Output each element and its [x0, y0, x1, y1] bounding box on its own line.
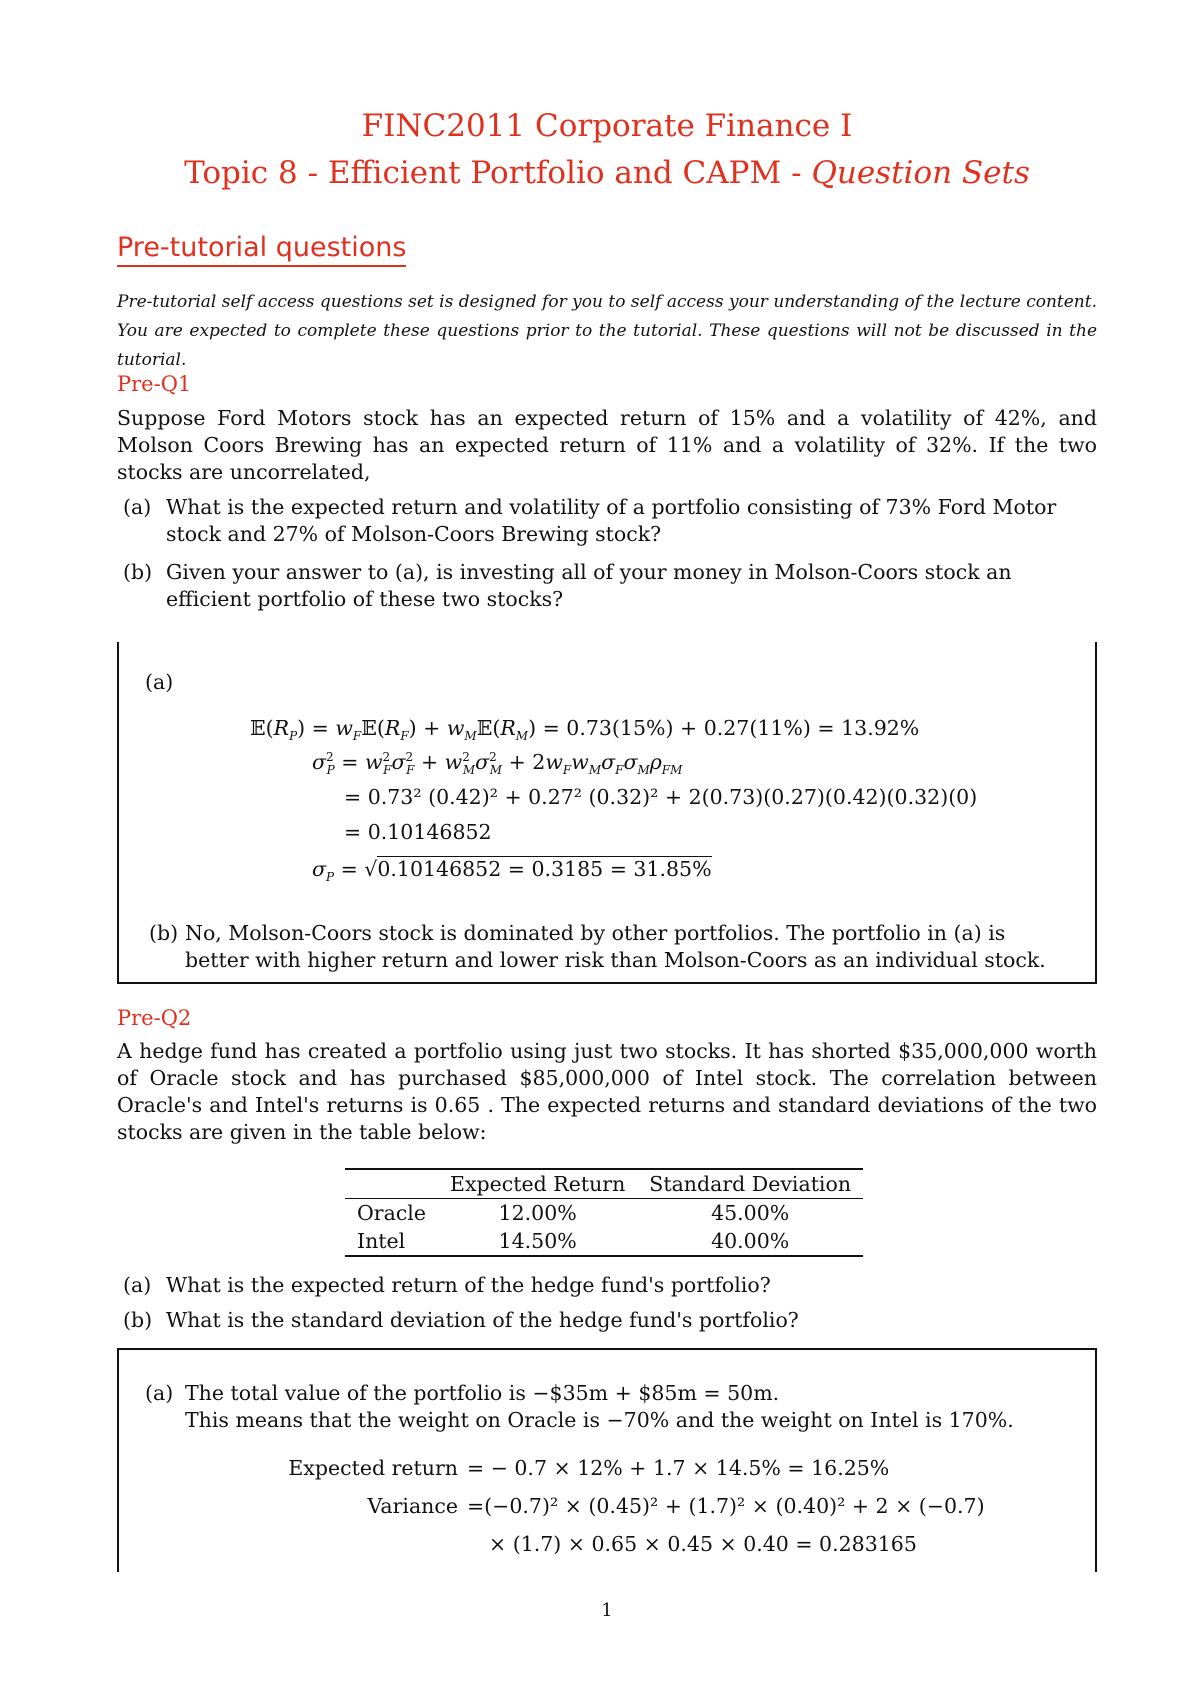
document-subtitle: [117, 155, 1097, 191]
q1-answer-b-label: (b): [149, 921, 179, 945]
table-cell: 14.50%: [498, 1229, 577, 1253]
q1-answer-b: [149, 920, 1069, 974]
q1-eq-variance-result: = 0.10146852: [344, 820, 492, 844]
q1-answer-a-label: (a): [145, 670, 174, 694]
q2-var-value-line2: × (1.7) × 0.65 × 0.45 × 0.40 = 0.283165: [489, 1532, 917, 1556]
q2-part-b-text: What is the standard deviation of the hedge fund's portfolio?: [166, 1308, 799, 1332]
table-cell: 40.00%: [711, 1229, 790, 1253]
q2-answer-a-label: (a): [145, 1381, 174, 1405]
table-header-cell: [345, 1169, 438, 1199]
q2-var-label: Variance: [367, 1494, 458, 1518]
table-cell: Oracle: [357, 1201, 426, 1225]
q1-eq-expected-return: $𝔼(R_P)$ = $w_F𝔼(R_F)$ + $w_M𝔼(R_M) = 0.73(15\%) + 0.27(11\%) = 13.92\%$: [250, 716, 920, 744]
subtitle-main: Topic 8 - Efficient Portfolio and CAPM -: [184, 155, 812, 191]
table-cell: 45.00%: [711, 1201, 790, 1225]
document-title: FINC2011 Corporate Finance I: [361, 108, 853, 144]
q2-answer-a: [145, 1380, 1075, 1434]
q2-part-a-label: (a): [123, 1273, 152, 1297]
q2-var-value-line1: =(−0.7)² × (0.45)² + (1.7)² × (0.40)² + 2 × (−0.7): [467, 1494, 985, 1518]
table-row: [345, 1199, 863, 1228]
q2-part-a-text: What is the expected return of the hedge fund's portfolio?: [166, 1273, 771, 1297]
q2-er-label: Expected return: [288, 1456, 458, 1480]
q1-part-a: [123, 494, 1097, 548]
table-cell: Intel: [357, 1229, 406, 1253]
table-header-cell: Expected Return: [450, 1172, 626, 1196]
q1-eq-expected-return-value: = 0.73(15%) + 0.27(11%) = 13.92%: [542, 716, 920, 740]
q1-eq-volatility: $\sigma_P = √0.10146852 = 0.3185 = 31.85\%$: [312, 857, 712, 885]
q1-part-b-text: Given your answer to (a), is investing all of your money in Molson-Coors stock an efficient portfolio of these two stocks?: [166, 560, 1012, 611]
question-heading-q1: Pre-Q1: [117, 372, 192, 396]
q1-eq-variance-values: = 0.73² (0.42)² + 0.27² (0.32)² + 2(0.73)(0.27)(0.42)(0.32)(0): [344, 785, 978, 809]
q2-part-a: [123, 1272, 1097, 1299]
q1-part-a-label: (a): [123, 495, 152, 519]
q1-part-b: [123, 559, 1097, 613]
q2-text: A hedge fund has created a portfolio using just two stocks. It has shorted $35,000,000 worth of Oracle stock and has purchased $85,000,000 of Intel stock. The correlation between Oracle's and Intel's returns is 0.65 . The expected returns and standard deviations of the two stocks are given in the table below:: [117, 1039, 1097, 1144]
q2-answer-box: [117, 1348, 1097, 1572]
subtitle-italic: Question Sets: [811, 155, 1030, 191]
q1-answer-b-text: No, Molson-Coors stock is dominated by other portfolios. The portfolio in (a) is better with higher return and lower risk than Molson-Coors as an individual stock.: [185, 921, 1046, 972]
question-heading-q2: Pre-Q2: [117, 1006, 192, 1030]
q2-answer-a-line2: This means that the weight on Oracle is −70% and the weight on Intel is 170%.: [185, 1408, 1014, 1432]
q1-part-b-label: (b): [123, 560, 153, 584]
q2-part-b: [123, 1307, 1097, 1334]
q2-answer-a-line1: The total value of the portfolio is −$35m + $85m = 50m.: [185, 1381, 780, 1405]
table-row: [345, 1227, 863, 1256]
q1-text: Suppose Ford Motors stock has an expected return of 15% and a volatility of 42%, and Molson Coors Brewing has an expected return of 11% and a volatility of 32%. If the two stocks are uncorrelated,: [117, 406, 1097, 484]
table-cell: 12.00%: [498, 1201, 577, 1225]
stock-data-table: [345, 1168, 863, 1257]
table-header-row: [345, 1169, 863, 1199]
intro-paragraph: Pre-tutorial self access questions set is designed for you to self access your understanding of the lecture content. You are expected to complete these questions prior to the tutorial. These questions will not be discussed in the tutorial.: [117, 292, 1097, 370]
page-number: 1: [601, 1600, 613, 1621]
q2-part-b-label: (b): [123, 1308, 153, 1332]
q1-part-a-text: What is the expected return and volatility of a portfolio consisting of 73% Ford Motor stock and 27% of Molson-Coors Brewing stock?: [166, 495, 1057, 546]
section-heading: Pre-tutorial questions: [117, 232, 406, 267]
q1-eq-volatility-value: 0.10146852 = 0.3185 = 31.85%: [377, 857, 712, 881]
q1-answer-box: [117, 642, 1097, 984]
q1-eq-variance-formula: $\sigma^2_P = w^2_F\sigma^2_F + w^2_M\sigma^2_M + 2w_Fw_M\sigma_F\sigma_M\rho_{FM}$: [312, 750, 683, 778]
table-header-cell: Standard Deviation: [649, 1172, 852, 1196]
q2-er-value: = − 0.7 × 12% + 1.7 × 14.5% = 16.25%: [467, 1456, 890, 1480]
